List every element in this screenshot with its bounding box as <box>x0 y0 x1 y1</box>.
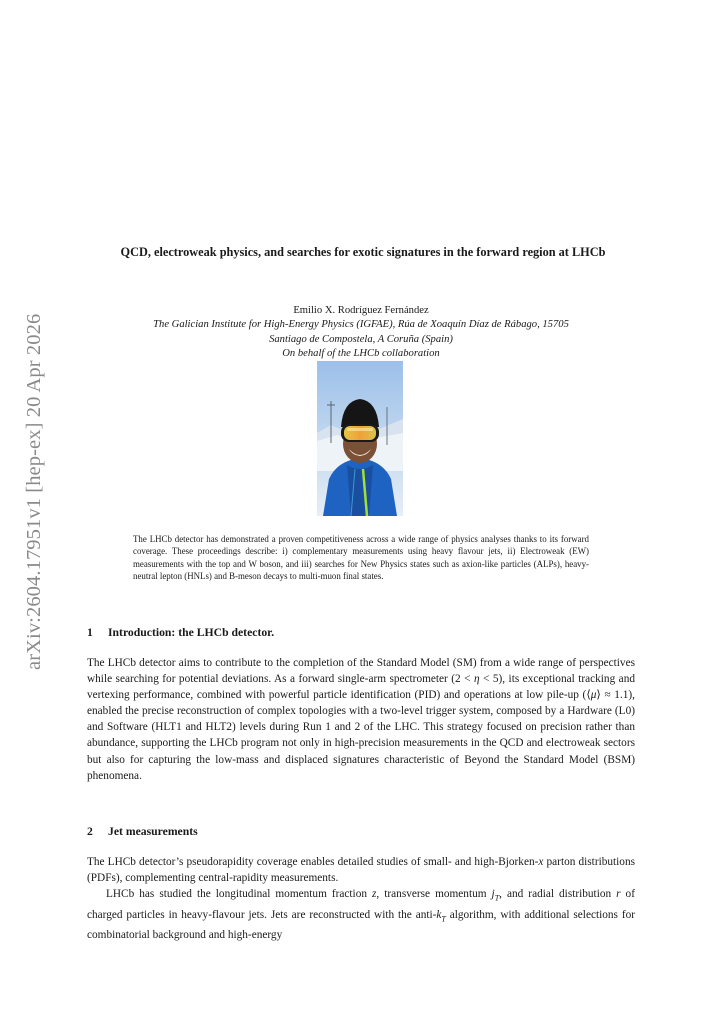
math-subscript: T <box>494 893 500 903</box>
abstract: The LHCb detector has demonstrated a proven competitiveness across a wide range of physics analyses thanks to its forward coverage. These proceedings describe: i) complementary measurements using heavy flavour jets, ii) Electroweak (EW) measurements with the top and W boson, and iii) searches for New Physics states such as axion-like particles (ALPs), heavy-neutral lepton (HNLs) and B-meson decays to multi-muon final states. <box>133 534 589 581</box>
arxiv-identifier: arXiv:2604.17951v1 [hep-ex] 20 Apr 2026 <box>23 313 45 670</box>
text-run: < 5), its exceptional tracking and vertexing performance, combined with powerful particle identification (PID) and operations at low pile-up (⟨ <box>87 673 635 702</box>
text-run: of charged particles in heavy-flavour jets. Jets are reconstructed with the anti- <box>87 888 635 921</box>
text-run: ⟩ ≈ 1.1), enabled the precise reconstruction of complex topologies with a two-level trigger system, composed by a Hardware (L0) and Software (HLT1 and HLT2) levels during Run 1 and 2 of the LHC. This strategy focused on precision rather than abundance, supporting the LHCb program not only in high-precision measurements in the QCD and electroweak sectors but also for capturing the low-mass and displaced signatures characteristic of Beyond the Standard Model (BSM) phenomena. <box>87 689 635 782</box>
text-run: parton distributions (PDFs), complementing central-rapidity measurements. <box>87 856 635 885</box>
paragraph-text <box>87 886 635 943</box>
text-run: The LHCb detector’s pseudorapidity coverage enables detailed studies of small- and high-Bjorken- <box>87 856 539 868</box>
text-run: The LHCb detector aims to contribute to the completion of the Standard Model (SM) from a wide range of perspectives while searching for potential deviations. As a forward single-arm spectrometer (2 < <box>87 657 635 686</box>
math-symbol: k <box>436 908 442 921</box>
paper-title: QCD, electroweak physics, and searches for exotic signatures in the forward region at LHCb <box>120 245 606 259</box>
math-symbol: x <box>538 856 544 868</box>
section-title: Introduction: the LHCb detector. <box>108 626 275 639</box>
paragraph-text <box>87 854 635 886</box>
math-symbol: η <box>473 673 480 686</box>
text-run: LHCb has studied the longitudinal momentum fraction <box>106 888 373 901</box>
section-number: 2 <box>87 825 93 838</box>
section-title: Jet measurements <box>108 825 198 838</box>
math-symbol: r <box>616 888 621 901</box>
section-heading <box>87 825 198 838</box>
paragraph-text <box>87 655 635 784</box>
collaboration-note: On behalf of the LHCb collaboration <box>282 347 440 359</box>
author-affiliation: The Galician Institute for High-Energy Physics (IGFAE), Rúa de Xoaquín Díaz de Rábago, 15705 <box>153 319 569 331</box>
math-symbol: z <box>372 888 377 901</box>
author-name: Emilio X. Rodríguez Fernández <box>293 305 429 316</box>
section-heading <box>87 626 274 639</box>
math-subscript: T <box>441 913 446 923</box>
author-block <box>60 304 662 361</box>
author-photo-image <box>317 361 403 516</box>
paragraph <box>87 655 635 784</box>
math-symbol: j <box>491 888 495 901</box>
text-run: , transverse momentum <box>376 888 492 901</box>
math-symbol: μ <box>590 689 597 702</box>
paragraph <box>87 854 635 943</box>
text-run: algorithm, with additional selections for combinatorial background and high-energy <box>87 908 635 941</box>
author-photo <box>317 361 403 516</box>
text-run: , and radial distribution <box>499 888 617 901</box>
author-affiliation-city: Santiago de Compostela, A Coruña (Spain) <box>269 333 453 345</box>
section-number: 1 <box>87 626 93 639</box>
